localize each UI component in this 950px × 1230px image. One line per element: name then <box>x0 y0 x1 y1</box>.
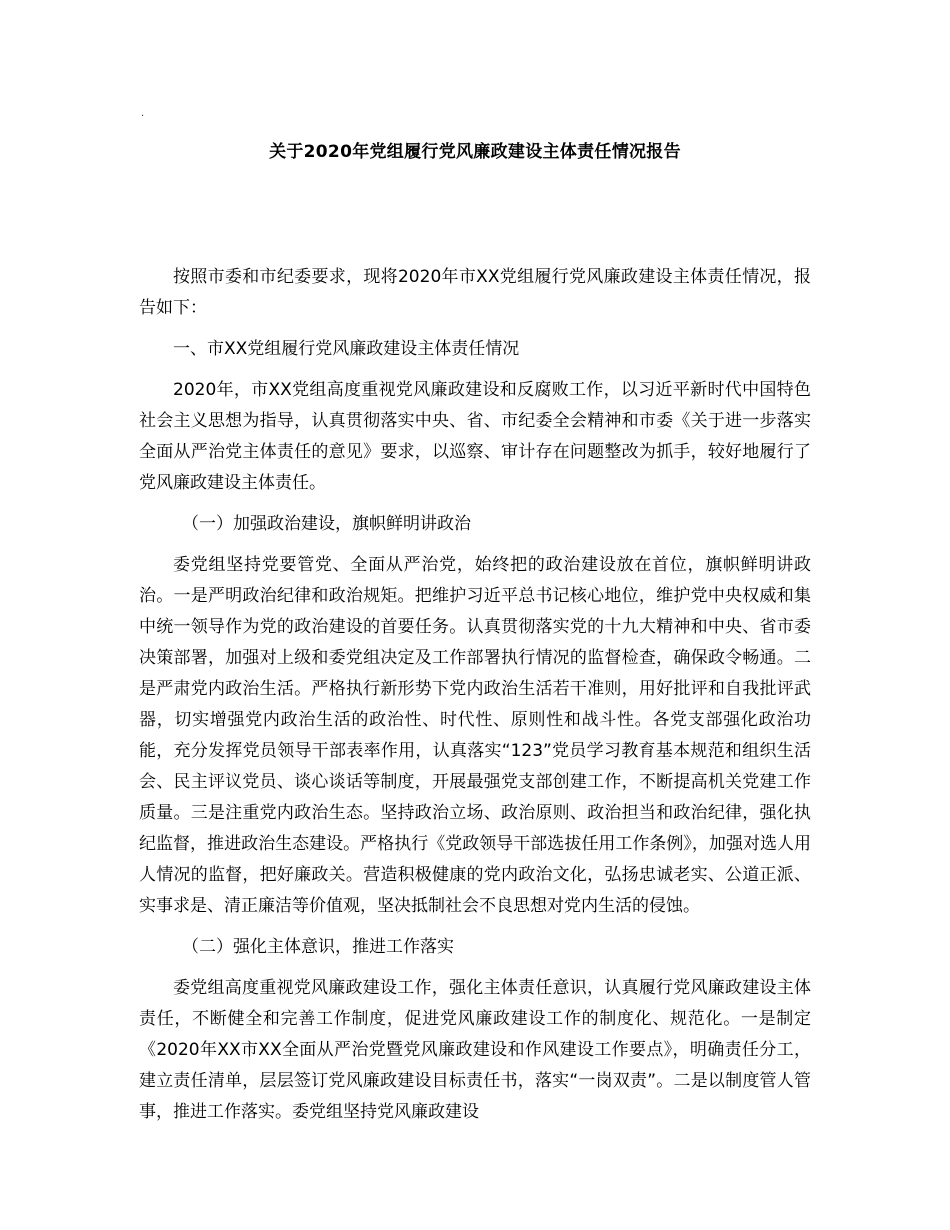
page-marker: . <box>141 108 145 119</box>
subsection-paragraph-2: 委党组高度重视党风廉政建设工作，强化主体责任意识，认真履行党风廉政建设主体责任，不断健全和完善工作制度，促进党风廉政建设工作的制度化、规范化。一是制定《2020年XX市XX全面从严治党暨党风廉政建设和作风建设工作要点》，明确责任分工，建立责任清单，层层签订党风廉政建设目标责任书，落实“一岗双责”。二是以制度管人管事，推进工作落实。委党组坚持党风廉政建设 <box>139 978 811 1122</box>
document-body <box>139 262 811 1138</box>
section-paragraph-1: 2020年，市XX党组高度重视党风廉政建设和反腐败工作，以习近平新时代中国特色社会主义思想为指导，认真贯彻落实中央、省、市纪委全会精神和市委《关于进一步落实全面从严治党主体责任的意见》要求，以巡察、审计存在问题整改为抓手，较好地履行了党风廉政建设主体责任。 <box>139 380 811 493</box>
subsection-heading-2: （二）强化主体意识，推进工作落实 <box>182 937 454 957</box>
section-heading-1: 一、市XX党组履行党风廉政建设主体责任情况 <box>173 339 520 359</box>
intro-paragraph: 按照市委和市纪委要求，现将2020年市XX党组履行党风廉政建设主体责任情况，报告如下： <box>139 267 811 318</box>
subsection-paragraph-1: 委党组坚持党要管党、全面从严治党，始终把的政治建设放在首位，旗帜鲜明讲政治。一是严明政治纪律和政治规矩。把维护习近平总书记核心地位，维护党中央权威和集中统一领导作为党的政治建设的首要任务。认真贯彻落实党的十九大精神和中央、省市委决策部署，加强对上级和委党组决定及工作部署执行情况的监督检查，确保政令畅通。二是严肃党内政治生活。严格执行新形势下党内政治生活若干准则，用好批评和自我批评武器，切实增强党内政治生活的政治性、时代性、原则性和战斗性。各党支部强化政治功能，充分发挥党员领导干部表率作用，认真落实“123”党员学习教育基本规范和组织生活会、民主评议党员、谈心谈话等制度，开展最强党支部创建工作，不断提高机关党建工作质量。三是注重党内政治生态。坚持政治立场、政治原则、政治担当和政治纪律，强化执纪监督，推进政治生态建设。严格执行《党政领导干部选拔任用工作条例》，加强对选人用人情况的监督，把好廉政关。营造积极健康的党内政治文化，弘扬忠诚老实、公道正派、实事求是、清正廉洁等价值观，坚决抵制社会不良思想对党内生活的侵蚀。 <box>139 555 811 916</box>
subsection-heading-1: （一）加强政治建设，旗帜鲜明讲政治 <box>182 514 471 534</box>
document-title: 关于2020年党组履行党风廉政建设主体责任情况报告 <box>269 142 681 162</box>
